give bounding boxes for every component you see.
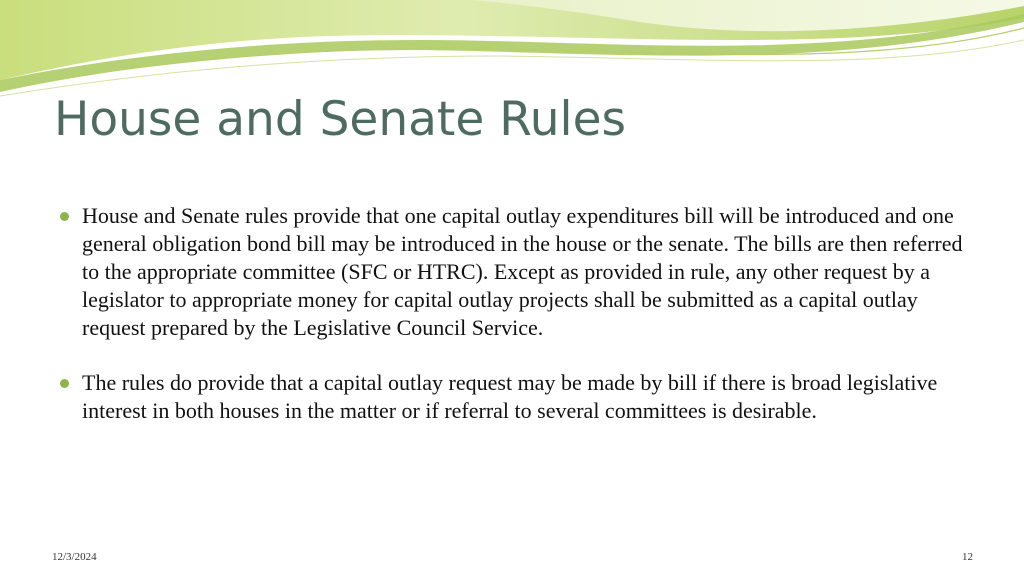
bullet-list [60,202,970,425]
bullet-text: The rules do provide that a capital outlay request may be made by bill if there is broad legislative interest in both houses in the matter or if referral to several committees is desirable. [82,370,938,423]
bullet-dot-icon [60,379,69,388]
list-item [60,202,970,342]
slide-title: House and Senate Rules [54,92,627,147]
footer-date: 12/3/2024 [52,551,97,563]
page-number: 12 [962,551,973,563]
bullet-text: House and Senate rules provide that one capital outlay expenditures bill will be introduced and one general obligation bond bill may be introduced in the house or the senate. The bills are then referred to the appropriate committee (SFC or HTRC). Except as provided in rule, any other request by a legislator to appropriate money for capital outlay projects shall be submitted as a capital outlay request prepared by the Legislative Council Service. [82,203,963,340]
bullet-dot-icon [60,212,69,221]
list-item [60,369,970,425]
